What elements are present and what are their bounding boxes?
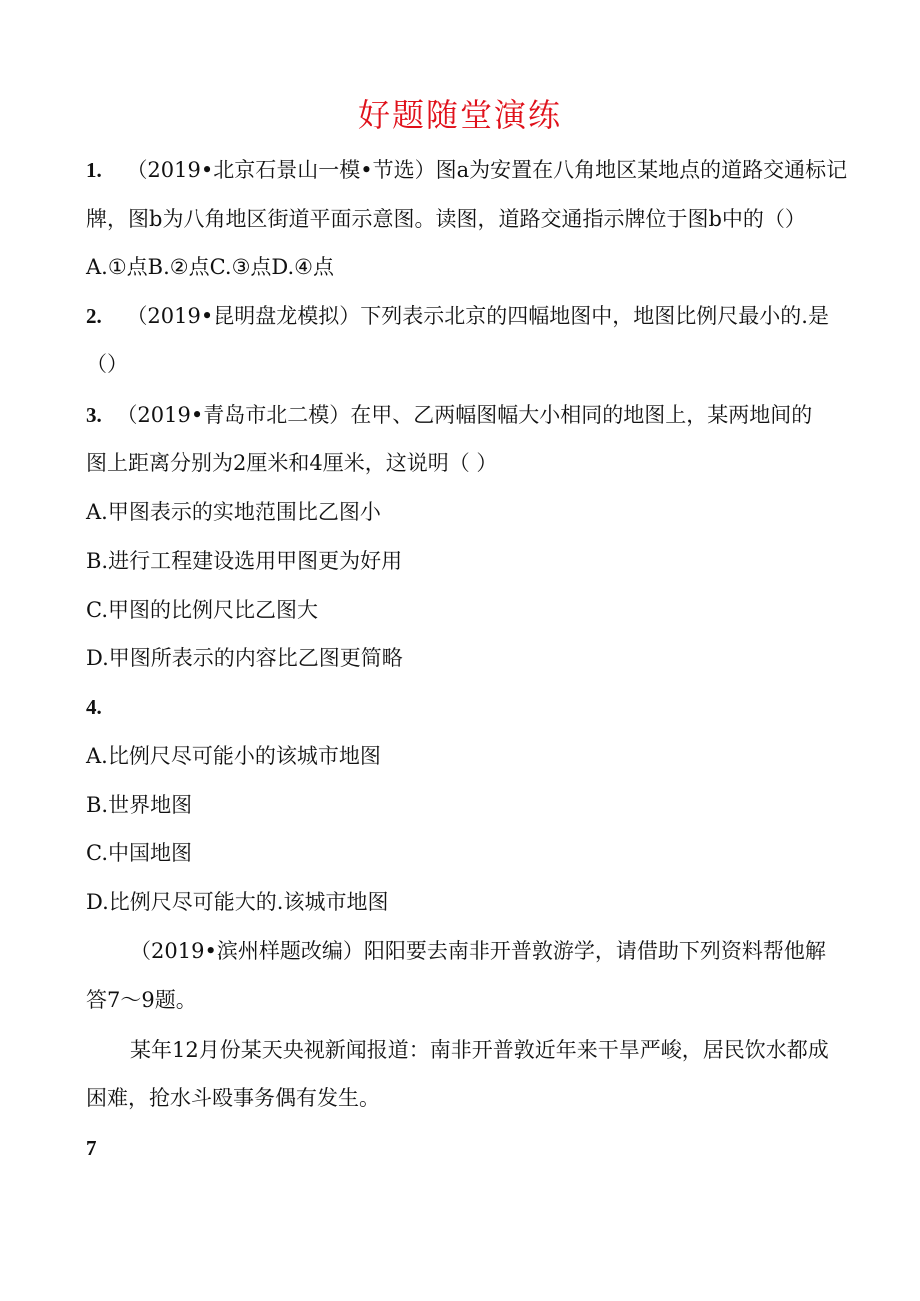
q4-option-c: C.中国地图 (86, 841, 192, 865)
q7-number: 7 (86, 1136, 97, 1160)
page-title: 好题随堂演练 (357, 96, 562, 134)
q2-line1 (86, 304, 829, 329)
q1-number: 1. (86, 158, 102, 182)
news-text-1: 某年12月份某天央视新闻报道：南非开普敦近年来干旱严峻，居民饮水都成 (130, 1038, 829, 1062)
q2-number: 2. (86, 304, 102, 328)
q1-source: （2019•北京石景山一模•节选） (126, 158, 436, 182)
q2-text-2: （） (86, 352, 128, 376)
q3-option-a: A.甲图表示的实地范围比乙图小 (86, 500, 381, 524)
q3-source: （2019•青岛市北二模） (116, 403, 351, 427)
q1-line1 (86, 158, 847, 183)
news-text-2: 困难，抢水斗殴事务偶有发生。 (86, 1086, 380, 1110)
q1-text-2: 牌，图b为八角地区街道平面示意图。读图，道路交通指示牌位于图b中的（） (86, 207, 806, 231)
q3-option-d: D.甲图所表示的内容比乙图更简略 (86, 646, 403, 670)
q3-line1 (86, 403, 812, 428)
q2-source: （2019•昆明盘龙模拟） (126, 304, 361, 328)
q4-option-d: D.比例尺尽可能大的.该城市地图 (86, 890, 389, 914)
q3-text-1: 在甲、乙两幅图幅大小相同的地图上，某两地间的 (350, 403, 813, 427)
q4-number: 4. (86, 695, 102, 719)
intro-text-1: 阳阳要去南非开普敦游学，请借助下列资料帮他解 (363, 939, 826, 963)
intro-source: （2019•滨州样题改编） (130, 939, 364, 963)
q3-number: 3. (86, 403, 102, 427)
intro-text-2: 答7～9题。 (86, 988, 197, 1012)
q3-text-2: 图上距离分别为2厘米和4厘米，这说明（ ） (86, 451, 498, 475)
q3-option-c: C.甲图的比例尺比乙图大 (86, 598, 318, 622)
intro-line1 (130, 939, 826, 964)
q2-text-1: 下列表示北京的四幅地图中，地图比例尺最小的.是 (360, 304, 829, 328)
q1-options: A.①点B.②点C.③点D.④点 (86, 255, 335, 279)
q3-option-b: B.进行工程建设选用甲图更为好用 (86, 549, 403, 573)
q4-option-b: B.世界地图 (86, 793, 193, 817)
q4-option-a: A.比例尺尽可能小的该城市地图 (86, 744, 381, 768)
q1-text-1: 图a为安置在八角地区某地点的道路交通标记 (435, 158, 848, 182)
